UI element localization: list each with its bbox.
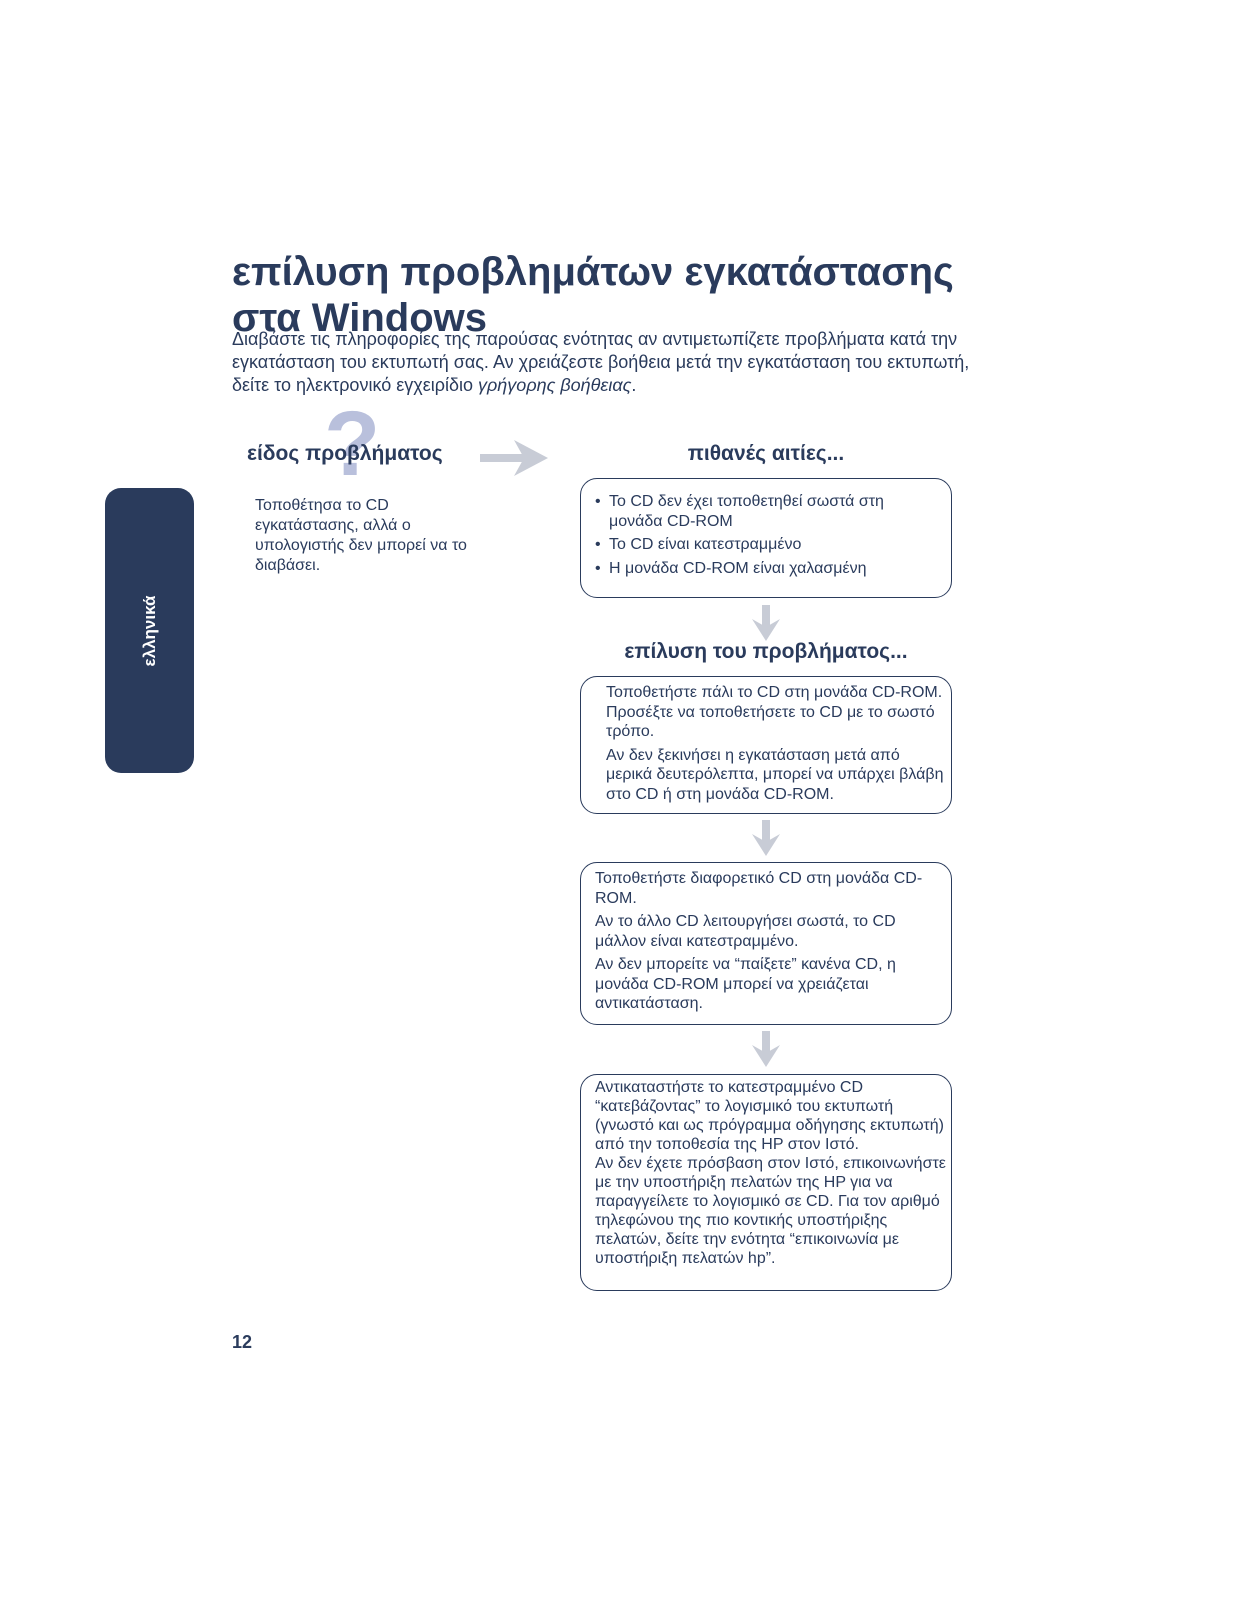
intro-emphasis: γρήγορης βοήθειας [478,375,632,395]
solution-step-text: Τοποθετήστε διαφορετικό CD στη μονάδα CD-ROM. [595,870,923,907]
page-title-line-2: στα Windows [232,295,487,340]
solution-step-text: Τοποθετήστε πάλι το CD στη μονάδα CD-ROM. Προσέξτε να τοποθετήσετε το CD με το σωστό τρόπο. [606,684,943,740]
language-tab-label: ελληνικά [139,595,159,666]
page-number: 12 [232,1332,253,1352]
solution-heading: επίλυση του προβλήματος... [624,640,908,663]
solution-step-2 [580,862,952,1025]
problem-heading: είδος προβλήματος [247,442,443,465]
page-title-line-1: επίλυση προβλημάτων εγκατάστασης [232,249,954,294]
arrow-right-icon [478,438,550,478]
solution-step-text: Αν δεν έχετε πρόσβαση στον Ιστό, επικοινωνήστε με την υποστήριξη πελατών της HP για να παραγγείλετε το λογισμικό σε CD. Για τον αριθμό τηλεφώνου της πιο κοντικής υποστήριξης πελατών, δείτε την ενότητα “επικοινωνία με υποστήριξη πελατών hp”. [595,1155,946,1267]
cause-item: • Το CD δεν έχει τοποθετηθεί σωστά στη μονάδα CD-ROM [595,492,937,531]
solution-step-3 [580,1074,952,1291]
language-tab [105,488,194,773]
intro-text: Διαβάστε τις πληροφορίες της παρούσας ενότητας αν αντιμετωπίζετε προβλήματα κατά την εγκατάσταση του εκτυπωτή σας. Αν χρειάζεστε βοήθεια μετά την εγκατάσταση του εκτυπωτή, δείτε το ηλεκτρονικό εγχειρίδιο [232,329,970,395]
arrow-down-icon [750,1029,782,1069]
solution-step-text: Αν δεν μπορείτε να “παίξετε” κανένα CD, η μονάδα CD-ROM μπορεί να χρειάζεται αντικατάσταση. [595,956,896,1012]
solution-step-1 [580,676,952,814]
solution-step-text: Αν το άλλο CD λειτουργήσει σωστά, το CD μάλλον είναι κατεστραμμένο. [595,913,896,950]
cause-item: • Το CD είναι κατεστραμμένο [595,535,937,555]
intro-paragraph [232,328,992,397]
arrow-down-icon [750,603,782,643]
arrow-down-icon [750,818,782,858]
causes-list [595,492,937,578]
cause-item: • Η μονάδα CD-ROM είναι χαλασμένη [595,559,937,579]
solution-step-text: Αντικαταστήστε το κατεστραμμένο CD “κατεβάζοντας” το λογισμικό του εκτυπωτή (γνωστό και ως πρόγραμμα οδήγησης εκτυπωτή) από την τοποθεσία της HP στον Ιστό. [595,1079,944,1153]
solution-step-text: Αν δεν ξεκινήσει η εγκατάσταση μετά από μερικά δευτερόλεπτα, μπορεί να υπάρχει βλάβη στο CD ή στη μονάδα CD-ROM. [606,746,944,803]
intro-text-end: . [631,375,637,395]
page-title [232,249,1052,341]
question-mark-icon: ? [324,393,381,495]
problem-description: Τοποθέτησα το CD εγκατάστασης, αλλά ο υπολογιστής δεν μπορεί να το διαβάσει. [255,497,467,574]
causes-box [580,478,952,598]
causes-heading: πιθανές αιτίες... [687,442,845,465]
